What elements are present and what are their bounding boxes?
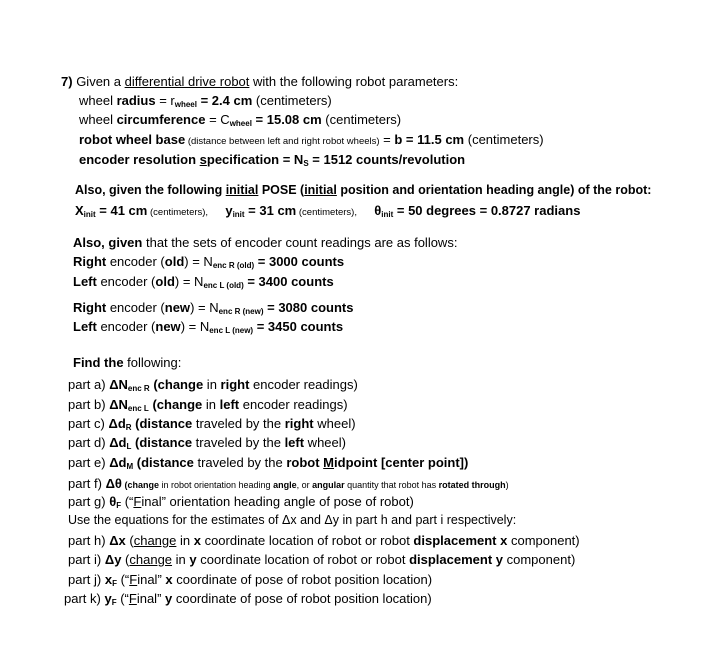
part-b: part b) ΔNenc L (change in left encoder readings) <box>68 397 348 413</box>
part-a: part a) ΔNenc R (change in right encoder readings) <box>68 377 358 393</box>
encoder-left-new: Left encoder (new) = Nenc L (new) = 3450 counts <box>73 319 344 335</box>
part-g: part g) θF (“Final” orientation heading angle of pose of robot) <box>68 494 414 510</box>
encoder-left-old: Left encoder (old) = Nenc L (old) = 3400 counts <box>73 274 334 290</box>
param-encoder-resolution: encoder resolution specification = NS = 1512 counts/revolution <box>79 152 466 168</box>
part-i: part i) Δy (change in y coordinate location of robot or robot displacement y component) <box>68 552 576 567</box>
encoder-right-new: Right encoder (new) = Nenc R (new) = 3080 counts <box>73 300 354 316</box>
problem-intro: 7) Given a differential drive robot with the following robot parameters: <box>61 74 459 89</box>
encoder-right-old: Right encoder (old) = Nenc R (old) = 3000 counts <box>73 254 345 270</box>
part-k: part k) yF (“Final” y coordinate of pose of robot position location) <box>64 591 432 607</box>
part-h: part h) Δx (change in x coordinate location of robot or robot displacement x component) <box>68 533 580 548</box>
part-e: part e) ΔdM (distance traveled by the robot Midpoint [center point]) <box>68 455 469 471</box>
pose-x: Xinit = 41 cm (centimeters), <box>75 203 209 219</box>
find-heading: Find the following: <box>73 355 182 370</box>
problem-number: 7) <box>61 74 73 89</box>
pose-theta: θinit = 50 degrees = 0.8727 radians <box>374 203 581 219</box>
pose-values <box>75 202 580 221</box>
equations-note: Use the equations for the estimates of Δx and Δy in part h and part i respectively: <box>68 513 517 527</box>
param-radius: wheel radius = rwheel = 2.4 cm (centimeters) <box>79 93 332 109</box>
dd-robot-link-text: differential drive robot <box>124 74 250 89</box>
param-circumference: wheel circumference = Cwheel = 15.08 cm (centimeters) <box>79 112 402 128</box>
part-j: part j) xF (“Final” x coordinate of pose of robot position location) <box>68 572 433 588</box>
part-f: part f) Δθ (change in robot orientation heading angle, or angular quantity that robot has rotated through) <box>68 476 509 491</box>
pose-intro: Also, given the following initial POSE (initial position and orientation heading angle) of the robot: <box>75 183 652 197</box>
part-d: part d) ΔdL (distance traveled by the left wheel) <box>68 435 346 451</box>
encoders-intro: Also, given that the sets of encoder count readings are as follows: <box>73 235 458 250</box>
param-wheel-base: robot wheel base (distance between left and right robot wheels) = b = 11.5 cm (centimeters) <box>79 132 544 147</box>
part-c: part c) ΔdR (distance traveled by the right wheel) <box>68 416 356 432</box>
pose-y: yinit = 31 cm (centimeters), <box>225 203 357 219</box>
